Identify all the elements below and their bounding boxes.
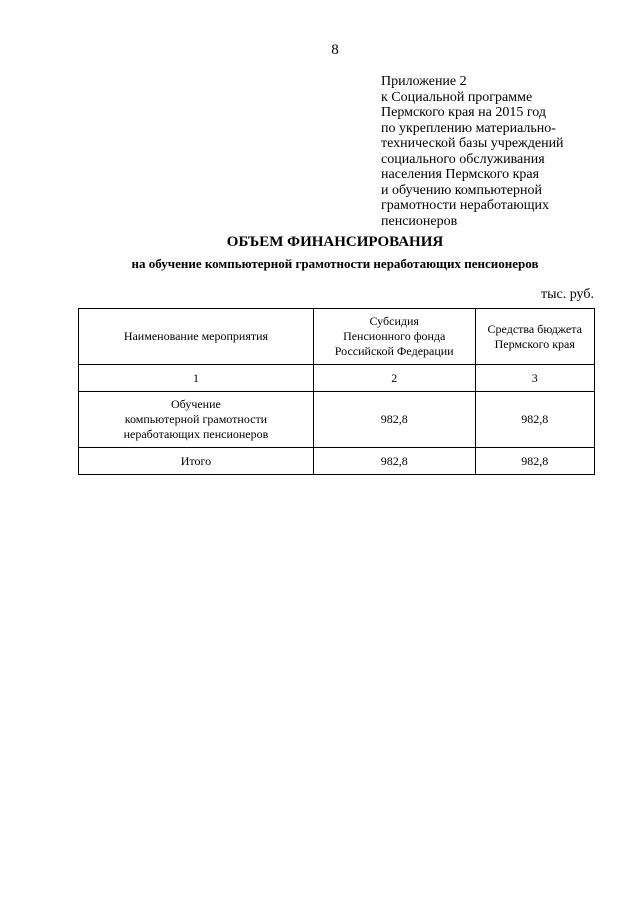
financing-table (78, 308, 595, 475)
appendix-line: грамотности неработающих (381, 198, 550, 213)
appendix-line: населения Пермского края (381, 167, 540, 182)
appendix-line: Приложение 2 (381, 74, 467, 89)
header-line: Субсидия (369, 314, 419, 328)
pfr-amount-cell: 982,8 (313, 392, 475, 448)
header-line: Средства бюджета (487, 321, 582, 336)
column-number-row (79, 365, 595, 392)
appendix-line: по укреплению материально- (381, 120, 556, 136)
appendix-line: пенсионеров (381, 213, 458, 229)
activity-line: Обучение (171, 397, 221, 411)
table-row (79, 392, 595, 448)
units-label: тыс. руб. (541, 287, 594, 302)
column-number: 1 (79, 365, 314, 392)
appendix-line: социального обслуживания (381, 151, 545, 167)
document-subtitle: на обучение компьютерной грамотности неработающих пенсионеров (131, 256, 539, 271)
header-pfr-subsidy (313, 309, 475, 365)
header-line: Пенсионного фонда (343, 329, 446, 343)
page-number: 8 (331, 42, 339, 58)
appendix-line: и обучению компьютерной (381, 182, 542, 198)
total-label-cell: Итого (79, 448, 314, 475)
header-regional-budget (475, 309, 594, 365)
header-line: Наименование мероприятия (123, 329, 269, 343)
activity-line: компьютерной грамотности (124, 412, 268, 426)
column-number: 2 (313, 365, 475, 392)
activity-line: неработающих пенсионеров (123, 427, 269, 441)
appendix-line: к Социальной программе (381, 89, 533, 105)
table-header-row (79, 309, 595, 365)
header-line: Российской Федерации (334, 344, 454, 358)
header-activity-name (79, 309, 314, 365)
appendix-block (381, 74, 621, 229)
document-title: ОБЪЕМ ФИНАНСИРОВАНИЯ (226, 234, 444, 250)
column-number: 3 (475, 365, 594, 392)
total-budget-cell: 982,8 (475, 448, 594, 475)
appendix-line: технической базы учреждений (381, 136, 564, 151)
appendix-line: Пермского края на 2015 год (381, 105, 546, 120)
header-line: Пермского края (494, 336, 575, 351)
activity-name-cell (79, 392, 314, 448)
total-row (79, 448, 595, 475)
total-pfr-cell: 982,8 (313, 448, 475, 475)
budget-amount-cell: 982,8 (475, 392, 594, 448)
